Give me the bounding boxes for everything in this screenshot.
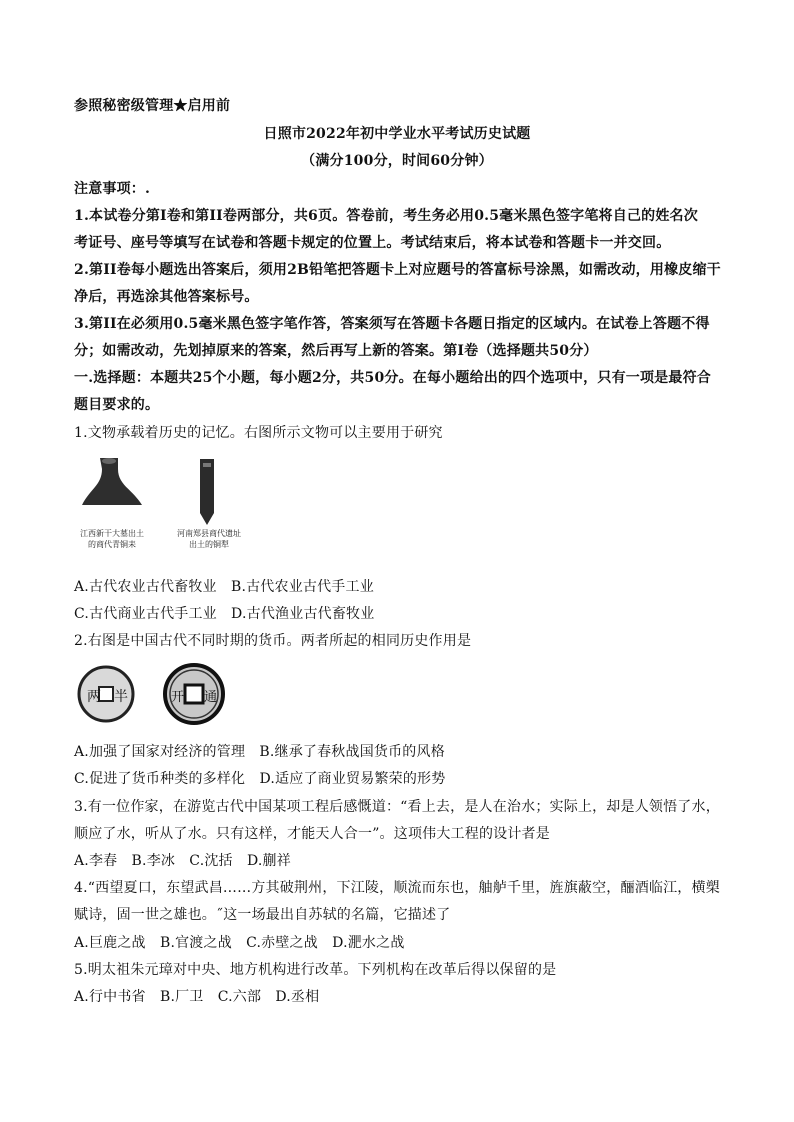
coin-glyph: 两 xyxy=(87,689,101,705)
notice-line: 考证号、座号等填写在试卷和答题卡规定的位置上。考试结束后，将本试卷和答题卡一并交回。 xyxy=(74,235,671,251)
secret-label: 参照秘密级管理★启用前 xyxy=(74,98,231,114)
section-instructions: 一.选择题：本题共25个小题，每小题2分，共50分。在每小题给出的四个选项中，只有一项是最符合 xyxy=(74,370,711,386)
answer-options: A.加强了国家对经济的管理 B.继承了春秋战国货币的风格 xyxy=(74,744,445,760)
notice-line: 3.第II在必须用0.5毫米黑色签字笔作答，答案须写在答题卡各题日指定的区域内。在试卷上答题不得 xyxy=(74,316,710,332)
question-stem: 顺应了水，听从了水。只有这样，才能天人合一”。这项伟大工程的设计者是 xyxy=(74,826,550,842)
question-stem: 5.明太祖朱元璋对中央、地方机构进行改革。下列机构在改革后得以保留的是 xyxy=(74,962,557,978)
answer-options: A.李春 B.李冰 C.沈括 D.蒯祥 xyxy=(74,853,291,869)
bronze-plough-image xyxy=(76,455,146,525)
notice-line: 净后，再选涂其他答案标号。 xyxy=(74,289,259,305)
coin-glyph: 开 xyxy=(171,690,185,705)
ancient-coins-image xyxy=(76,661,226,727)
answer-options: C.促进了货币种类的多样化 D.适应了商业贸易繁荣的形势 xyxy=(74,771,446,787)
page-subtitle: （满分100分，时间60分钟） xyxy=(301,153,493,169)
figure-caption: 江西新干大墓出土 的商代青铜耒 xyxy=(80,529,144,549)
notice-heading: 注意事项：. xyxy=(74,181,151,197)
figure-caption: 河南郑县商代遗址 出土的铜犁 xyxy=(177,529,241,549)
answer-options: A.行中书省 B.厂卫 C.六部 D.丞相 xyxy=(74,989,320,1005)
answer-options: C.古代商业古代手工业 D.古代渔业古代畜牧业 xyxy=(74,606,375,622)
question-stem: 4.“西望夏口，东望武昌……方其破荆州，下江陵，顺流而东也，舳舻千里，旌旗蔽空，酾酒临江，横槊 xyxy=(74,880,720,896)
answer-options: A.古代农业古代畜牧业 B.古代农业古代手工业 xyxy=(74,579,374,595)
question-stem: 2.右图是中国古代不同时期的货币。两者所起的相同历史作用是 xyxy=(74,633,472,649)
coin-glyph: 通 xyxy=(204,690,218,705)
page-title: 日照市2022年初中学业水平考试历史试题 xyxy=(263,126,531,142)
notice-line: 2.第II卷每小题选出答案后，须用2B铅笔把答题卡上对应题号的答富标号涂黑，如需改动，用橡皮缩干 xyxy=(74,262,721,278)
notice-line: 分；如需改动，先划掉原来的答案，然后再写上新的答案。第I卷（选择题共50分） xyxy=(74,343,598,359)
section-instructions: 题目要求的。 xyxy=(74,397,160,413)
notice-line: 1.本试卷分第I卷和第II卷两部分，共6页。答卷前，考生务必用0.5毫米黑色签字笔将自己的姓名次 xyxy=(74,208,698,224)
question-stem: 赋诗，固一世之雄也。˝这一场最出自苏轼的名篇，它描述了 xyxy=(74,907,451,923)
coin-glyph: 半 xyxy=(114,689,128,705)
answer-options: A.巨鹿之战 B.官渡之战 C.赤壁之战 D.淝水之战 xyxy=(74,935,405,951)
question-stem: 1.文物承载着历史的记忆。右图所示文物可以主要用于研究 xyxy=(74,425,443,441)
bronze-tool-image xyxy=(193,457,223,527)
question-stem: 3.有一位作家，在游览古代中国某项工程后感慨道：“看上去，是人在治水；实际上，却是人领悟了水， xyxy=(74,799,720,815)
